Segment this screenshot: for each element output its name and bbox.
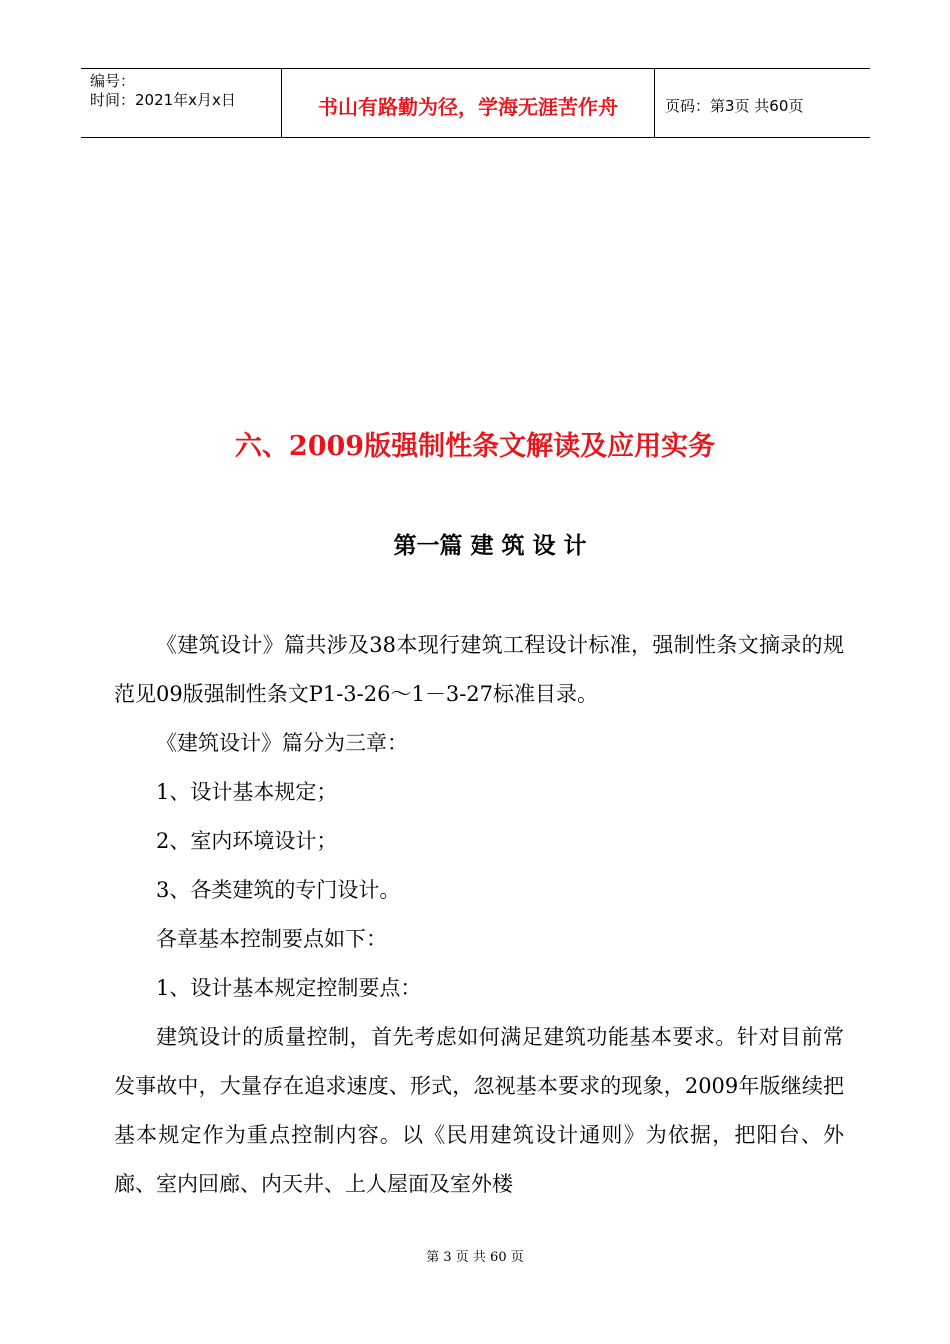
paragraph: 《建筑设计》篇共涉及38本现行建筑工程设计标准，强制性条文摘录的规范见09版强制性条文P1-3-26～1－3-27标准目录。: [114, 633, 844, 706]
header-motto-cell: [282, 69, 655, 137]
paragraph: 1、设计基本规定控制要点：: [156, 976, 422, 1000]
page-footer: 第 3 页 共 60 页: [426, 1250, 524, 1265]
paragraph: 《建筑设计》篇分为三章：: [156, 731, 408, 755]
paragraph: 建筑设计的质量控制，首先考虑如何满足建筑功能基本要求。针对目前常发事故中，大量存在追求速度、形式，忽视基本要求的现象，2009年版继续把基本规定作为重点控制内容。以《民用建筑设计通则》为依据，把阳台、外廊、室内回廊、内天井、上人屋面及室外楼: [114, 1025, 844, 1196]
paragraph: 各章基本控制要点如下：: [156, 927, 387, 951]
page-info: 页码：第3页 共60页: [665, 96, 804, 115]
header-table: [81, 68, 870, 138]
document-body: [114, 621, 844, 1209]
paragraph: 1、设计基本规定；: [156, 780, 338, 804]
date-label: 时间：2021年x月x日: [90, 91, 236, 109]
paragraph: 3、各类建筑的专门设计。: [156, 878, 401, 902]
part-title: 第一篇 建 筑 设 计: [393, 533, 587, 559]
motto-text: 书山有路勤为径，学海无涯苦作舟: [318, 94, 618, 119]
document-title: 六、2009版强制性条文解读及应用实务: [234, 431, 716, 462]
paragraph: 2、室内环境设计；: [156, 829, 338, 853]
header-meta-cell: [81, 69, 282, 137]
header-page-cell: [655, 69, 870, 137]
serial-label: 编号：: [90, 72, 136, 90]
